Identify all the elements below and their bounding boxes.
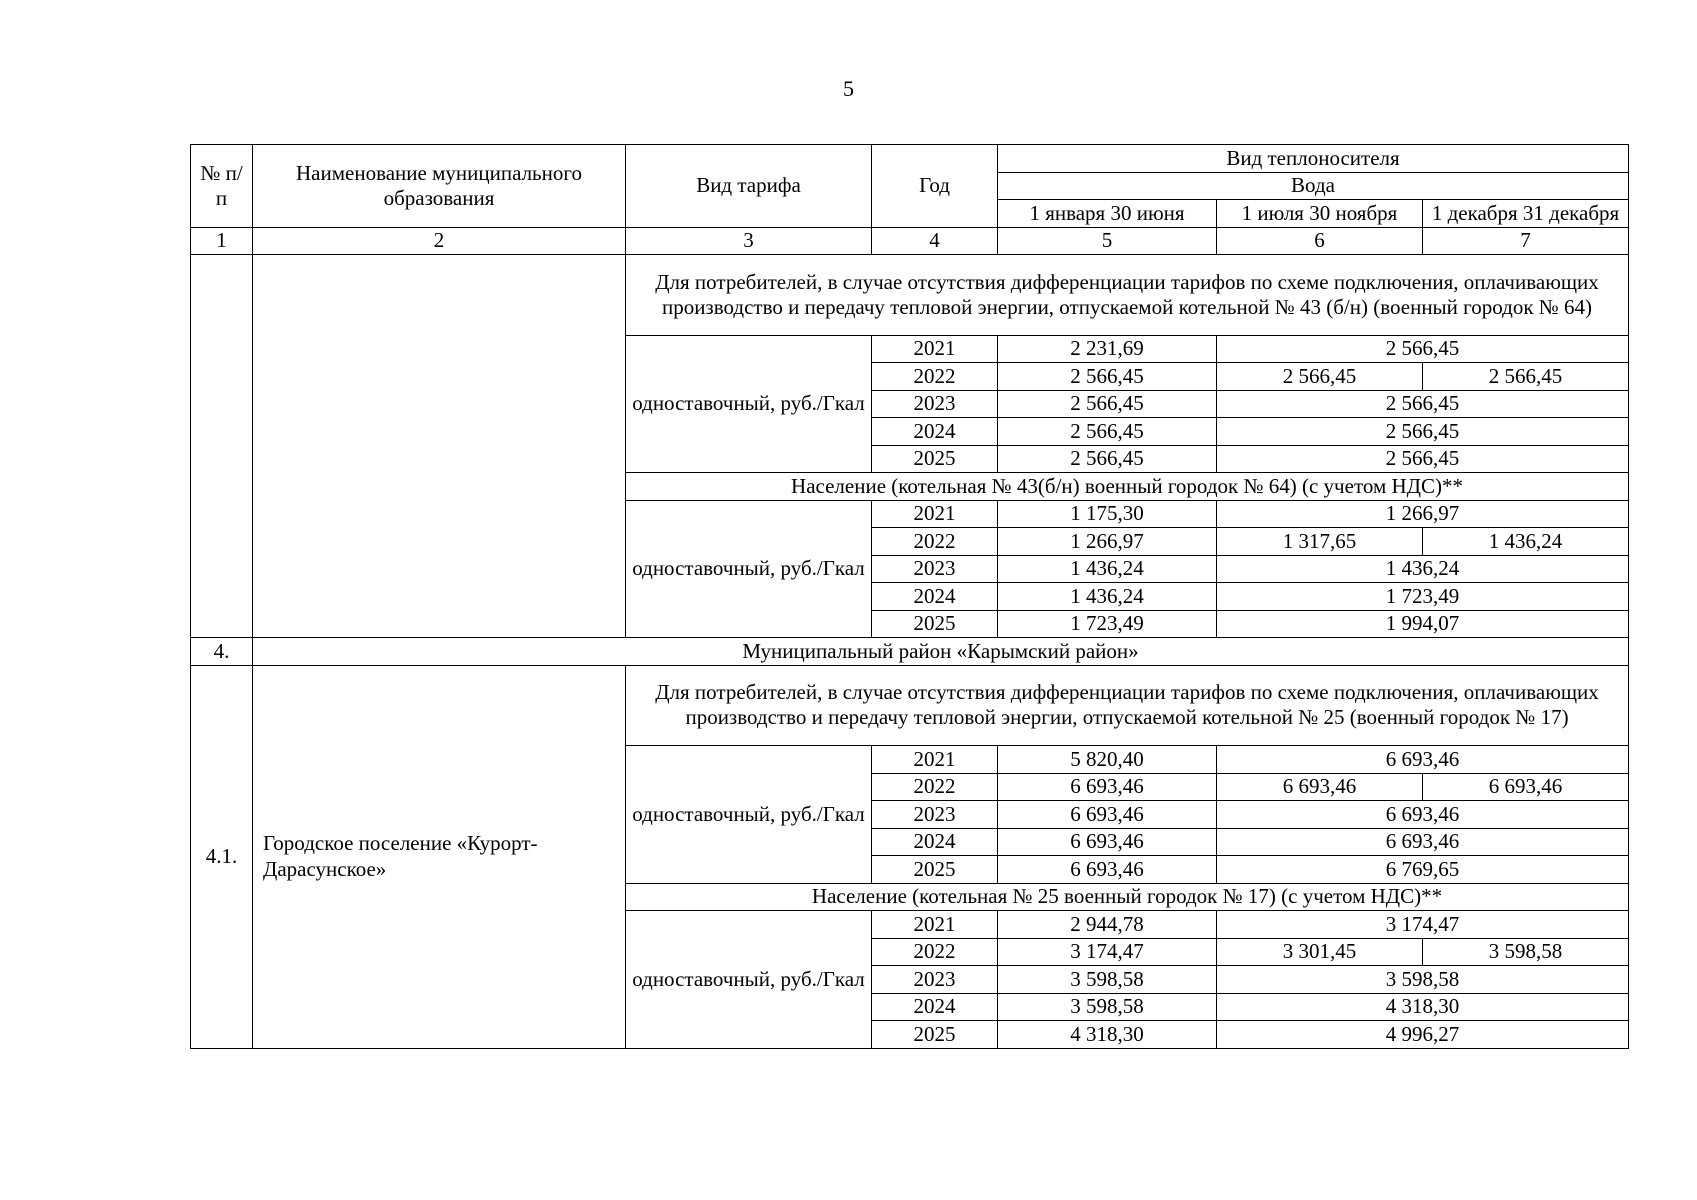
value-period-2-3: 1 436,24 <box>1217 555 1629 583</box>
value-period-2-3: 1 266,97 <box>1217 500 1629 528</box>
value-period-2-3: 3 598,58 <box>1217 966 1629 994</box>
year-cell: 2024 <box>872 583 998 611</box>
settlement-name: Городское поселение «Курорт-Дарасунское» <box>253 665 626 1048</box>
column-number-7: 7 <box>1423 227 1629 255</box>
value-period-1: 1 266,97 <box>998 528 1217 556</box>
section-heading: Для потребителей, в случае отсутствия дифференциации тарифов по схеме подключения, оплачивающих производство и передачу тепловой энергии, отпускаемой котельной № 43 (б/н) (военный городок № 64) <box>626 255 1629 336</box>
value-period-1: 3 174,47 <box>998 938 1217 966</box>
year-cell: 2022 <box>872 528 998 556</box>
value-period-1: 6 693,46 <box>998 828 1217 856</box>
header-period-3: 1 декабря 31 декабря <box>1423 200 1629 228</box>
value-period-1: 1 436,24 <box>998 583 1217 611</box>
year-cell: 2025 <box>872 610 998 638</box>
header-municipality: Наименование муниципального образования <box>253 145 626 228</box>
year-cell: 2021 <box>872 335 998 363</box>
tariff-table <box>190 144 1629 1049</box>
value-period-2: 1 317,65 <box>1217 528 1423 556</box>
year-cell: 2023 <box>872 801 998 829</box>
tariff-type-cell: одноставочный, руб./Гкал <box>626 335 872 473</box>
number-cell-empty <box>191 255 253 638</box>
value-period-1: 2 566,45 <box>998 445 1217 473</box>
section-heading: Население (котельная № 25 военный городок № 17) (с учетом НДС)** <box>626 883 1629 911</box>
header-tariff-type: Вид тарифа <box>626 145 872 228</box>
tariff-type-cell: одноставочный, руб./Гкал <box>626 746 872 884</box>
settlement-number: 4.1. <box>191 665 253 1048</box>
district-number: 4. <box>191 638 253 666</box>
year-cell: 2024 <box>872 828 998 856</box>
value-period-2-3: 4 318,30 <box>1217 993 1629 1021</box>
value-period-1: 1 175,30 <box>998 500 1217 528</box>
value-period-1: 2 231,69 <box>998 335 1217 363</box>
tariff-type-cell: одноставочный, руб./Гкал <box>626 500 872 638</box>
value-period-1: 6 693,46 <box>998 801 1217 829</box>
column-number-4: 4 <box>872 227 998 255</box>
column-number-2: 2 <box>253 227 626 255</box>
year-cell: 2023 <box>872 966 998 994</box>
value-period-2-3: 6 693,46 <box>1217 828 1629 856</box>
value-period-2-3: 1 994,07 <box>1217 610 1629 638</box>
year-cell: 2021 <box>872 911 998 939</box>
header-period-2: 1 июля 30 ноября <box>1217 200 1423 228</box>
value-period-1: 4 318,30 <box>998 1021 1217 1049</box>
value-period-2-3: 4 996,27 <box>1217 1021 1629 1049</box>
header-year: Год <box>872 145 998 228</box>
value-period-1: 3 598,58 <box>998 966 1217 994</box>
value-period-3: 6 693,46 <box>1423 773 1629 801</box>
year-cell: 2024 <box>872 418 998 446</box>
value-period-1: 2 566,45 <box>998 363 1217 391</box>
value-period-2-3: 2 566,45 <box>1217 335 1629 363</box>
year-cell: 2025 <box>872 445 998 473</box>
value-period-1: 5 820,40 <box>998 746 1217 774</box>
value-period-2: 3 301,45 <box>1217 938 1423 966</box>
value-period-1: 1 723,49 <box>998 610 1217 638</box>
district-name: Муниципальный район «Карымский район» <box>253 638 1629 666</box>
section-heading: Для потребителей, в случае отсутствия дифференциации тарифов по схеме подключения, оплачивающих производство и передачу тепловой энергии, отпускаемой котельной № 25 (военный городок № 17) <box>626 665 1629 746</box>
column-number-1: 1 <box>191 227 253 255</box>
header-water: Вода <box>998 172 1629 200</box>
value-period-1: 2 944,78 <box>998 911 1217 939</box>
municipality-cell-empty <box>253 255 626 638</box>
value-period-2: 6 693,46 <box>1217 773 1423 801</box>
header-period-1: 1 января 30 июня <box>998 200 1217 228</box>
section-heading: Население (котельная № 43(б/н) военный городок № 64) (с учетом НДС)** <box>626 473 1629 501</box>
year-cell: 2022 <box>872 773 998 801</box>
year-cell: 2022 <box>872 938 998 966</box>
value-period-2-3: 6 693,46 <box>1217 746 1629 774</box>
value-period-1: 3 598,58 <box>998 993 1217 1021</box>
value-period-1: 6 693,46 <box>998 773 1217 801</box>
value-period-2-3: 2 566,45 <box>1217 390 1629 418</box>
value-period-2-3: 2 566,45 <box>1217 418 1629 446</box>
column-number-5: 5 <box>998 227 1217 255</box>
year-cell: 2021 <box>872 746 998 774</box>
page-number: 5 <box>843 76 854 101</box>
value-period-3: 2 566,45 <box>1423 363 1629 391</box>
value-period-3: 1 436,24 <box>1423 528 1629 556</box>
year-cell: 2023 <box>872 390 998 418</box>
value-period-2-3: 6 769,65 <box>1217 856 1629 884</box>
value-period-2-3: 2 566,45 <box>1217 445 1629 473</box>
value-period-1: 1 436,24 <box>998 555 1217 583</box>
tariff-type-cell: одноставочный, руб./Гкал <box>626 911 872 1049</box>
year-cell: 2022 <box>872 363 998 391</box>
column-number-6: 6 <box>1217 227 1423 255</box>
column-number-3: 3 <box>626 227 872 255</box>
year-cell: 2021 <box>872 500 998 528</box>
value-period-1: 6 693,46 <box>998 856 1217 884</box>
year-cell: 2024 <box>872 993 998 1021</box>
year-cell: 2023 <box>872 555 998 583</box>
value-period-1: 2 566,45 <box>998 418 1217 446</box>
value-period-2-3: 6 693,46 <box>1217 801 1629 829</box>
year-cell: 2025 <box>872 856 998 884</box>
value-period-2-3: 3 174,47 <box>1217 911 1629 939</box>
header-number: № п/п <box>191 145 253 228</box>
value-period-2: 2 566,45 <box>1217 363 1423 391</box>
value-period-2-3: 1 723,49 <box>1217 583 1629 611</box>
value-period-1: 2 566,45 <box>998 390 1217 418</box>
header-heat-carrier: Вид теплоносителя <box>998 145 1629 173</box>
year-cell: 2025 <box>872 1021 998 1049</box>
value-period-3: 3 598,58 <box>1423 938 1629 966</box>
